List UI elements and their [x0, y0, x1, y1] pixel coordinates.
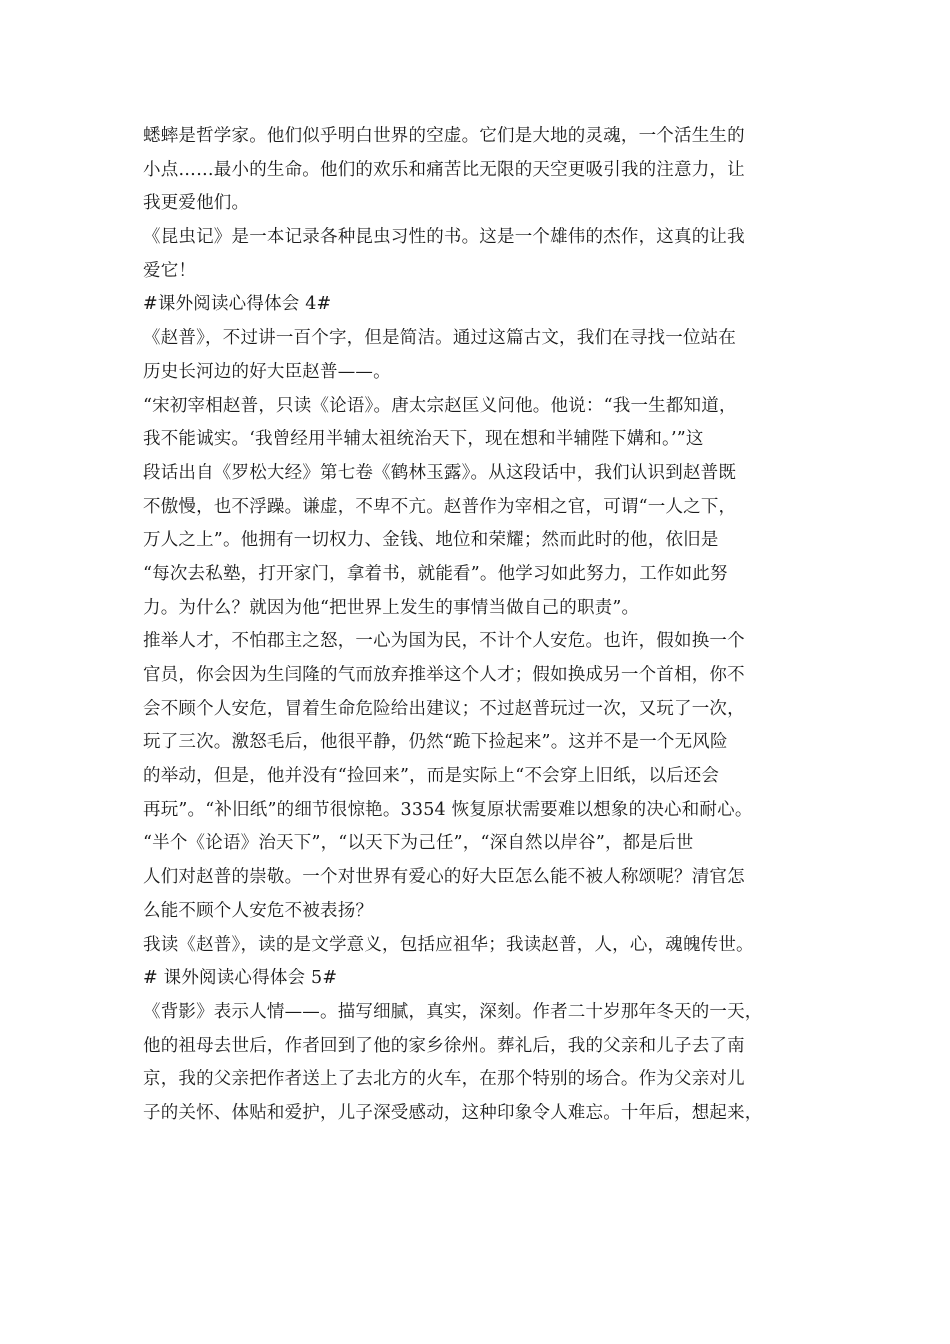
text-line: 会不顾个人安危，冒着生命危险给出建议；不过赵普玩过一次，又玩了一次，	[143, 698, 745, 719]
text-line: 万人之上”。他拥有一切权力、金钱、地位和荣耀；然而此时的他，依旧是	[143, 530, 719, 551]
document-body	[143, 120, 823, 1131]
text-line: “每次去私塾，打开家门，拿着书，就能看”。他学习如此努力，工作如此努	[143, 563, 728, 584]
text-line: 玩了三次。激怒毛后，他很平静，仍然“跪下捡起来”。这并不是一个无风险	[143, 732, 728, 753]
text-line: 推举人才，不怕郡主之怒，一心为国为民，不计个人安危。也许，假如换一个	[143, 631, 745, 652]
text-line: 的举动，但是，他并没有“捡回来”，而是实际上“不会穿上旧纸，以后还会	[143, 766, 720, 787]
text-line: 力。为什么？就因为他“把世界上发生的事情当做自己的职责”。	[143, 597, 640, 618]
text-line: 再玩”。“补旧纸”的细节很惊艳。3354 恢复原状需要难以想象的决心和耐心。	[143, 799, 753, 820]
text-line: 京，我的父亲把作者送上了去北方的火车，在那个特别的场合。作为父亲对儿	[143, 1069, 745, 1090]
text-line: 我更爱他们。	[143, 193, 250, 214]
text-line: 段话出自《罗松大经》第七卷《鹤林玉露》。从这段话中，我们认识到赵普既	[143, 462, 737, 483]
section-heading: # 课外阅读心得体会 5#	[143, 968, 338, 989]
text-line: 蟋蟀是哲学家。他们似乎明白世界的空虚。它们是大地的灵魂，一个活生生的	[143, 126, 745, 146]
text-line: 《昆虫记》是一本记录各种昆虫习性的书。这是一个雄伟的杰作，这真的让我	[143, 227, 745, 248]
text-line: “半个《论语》治天下”，“以天下为己任”，“深自然以岸谷”，都是后世	[143, 833, 694, 854]
text-line: 我读《赵普》，读的是文学意义，包括应祖华；我读赵普，人，心，魂魄传世。	[143, 934, 754, 955]
text-line: 历史长河边的好大臣赵普——。	[143, 361, 391, 382]
text-line: 《背影》表示人情——。描写细腻，真实，深刻。作者二十岁那年冬天的一天，	[143, 1001, 763, 1022]
text-line: 爱它！	[143, 260, 197, 281]
section-heading: #课外阅读心得体会 4#	[143, 294, 332, 315]
text-line: 人们对赵普的崇敬。一个对世界有爱心的好大臣怎么能不被人称颂呢？清官怎	[143, 867, 745, 888]
text-line: 《赵普》，不过讲一百个字，但是简洁。通过这篇古文，我们在寻找一位站在	[143, 328, 737, 349]
text-line: 么能不顾个人安危不被表扬？	[143, 900, 374, 921]
text-line: 不傲慢，也不浮躁。谦虚，不卑不亢。赵普作为宰相之官，可谓“一人之下，	[143, 496, 737, 517]
text-line: “宋初宰相赵普，只读《论语》。唐太宗赵匡义问他。他说：“我一生都知道，	[143, 395, 737, 416]
text-line: 子的关怀、体贴和爱护，儿子深受感动，这种印象令人难忘。十年后，想起来，	[143, 1102, 763, 1123]
text-line: 我不能诚实。‘我曾经用半辅太祖统治天下，现在想和半辅陛下媾和。’”这	[143, 429, 704, 450]
text-line: 他的祖母去世后，作者回到了他的家乡徐州。葬礼后，我的父亲和儿子去了南	[143, 1035, 745, 1056]
text-line: 官员，你会因为生闫隆的气而放弃推举这个人才；假如换成另一个首相，你不	[143, 665, 745, 685]
text-line: 小点……最小的生命。他们的欢乐和痛苦比无限的天空更吸引我的注意力，让	[143, 159, 745, 180]
